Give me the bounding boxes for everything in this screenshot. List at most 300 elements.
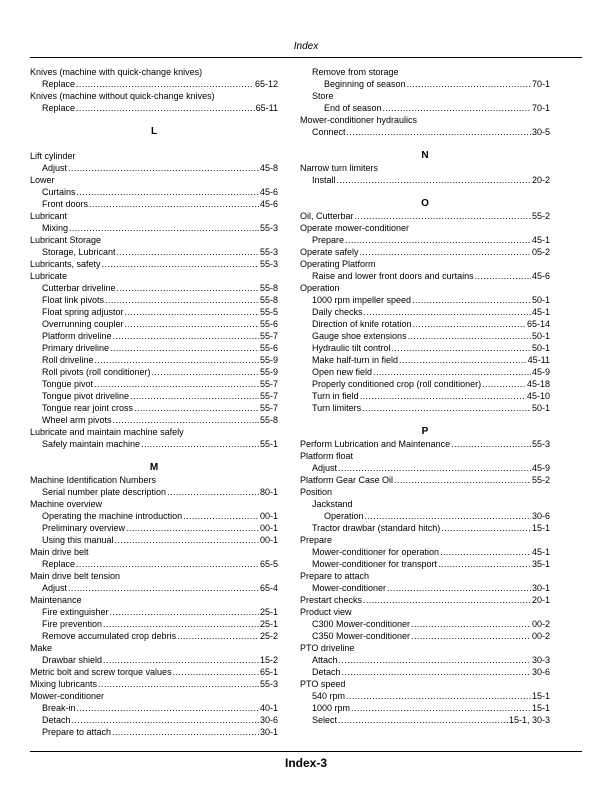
dot-leader [337, 174, 531, 186]
index-entry-label: Tractor drawbar (standard hitch) [312, 523, 441, 533]
dot-leader [451, 438, 531, 450]
index-entry-label: Connect [312, 127, 346, 137]
dot-leader [72, 714, 259, 726]
index-entry-page: 55-1 [259, 439, 278, 449]
index-entry [30, 390, 278, 402]
index-entry [30, 438, 278, 450]
index-heading: Lift cylinder [30, 151, 76, 161]
index-entry [300, 78, 550, 90]
dot-leader [113, 330, 259, 342]
index-column-right [300, 66, 550, 726]
dot-leader [362, 402, 531, 414]
index-entry-page: 55-3 [259, 679, 278, 689]
index-entry-label: Adjust [42, 583, 68, 593]
index-entry-label: Platform Gear Case Oil [300, 475, 394, 485]
index-entry-label: Drawbar shield [42, 655, 103, 665]
index-entry [30, 330, 278, 342]
index-heading: Main drive belt tension [30, 571, 121, 581]
index-entry-page: 55-6 [259, 319, 278, 329]
dot-leader [167, 486, 259, 498]
dot-leader [76, 102, 255, 114]
index-entry-label: Replace [42, 559, 76, 569]
index-entry-page: 30-6 [531, 511, 550, 521]
index-entry-label: Prepare [312, 235, 345, 245]
index-entry-label: End of season [324, 103, 382, 113]
spacer [30, 138, 278, 150]
index-entry-label: Remove accumulated crop debris [42, 631, 177, 641]
dot-leader [408, 330, 531, 342]
index-entry [30, 306, 278, 318]
index-entry-label: Make half-turn in field [312, 355, 399, 365]
index-entry-label: Operating the machine introduction [42, 511, 183, 521]
dot-leader [383, 102, 531, 114]
index-entry [300, 402, 550, 414]
index-heading: Narrow turn limiters [300, 163, 379, 173]
index-entry-page: 55-3 [259, 247, 278, 257]
dot-leader [342, 666, 531, 678]
dot-leader [76, 558, 259, 570]
index-entry [300, 318, 550, 330]
index-entry [30, 186, 278, 198]
index-entry [30, 402, 278, 414]
index-entry-page: 25-1 [259, 607, 278, 617]
index-heading: Lubricant Storage [30, 235, 102, 245]
index-entry-page: 70-1 [531, 103, 550, 113]
index-heading: Lower [30, 175, 55, 185]
index-heading: Position [300, 487, 333, 497]
index-entry-page: 45-1 [531, 547, 550, 557]
index-entry [300, 618, 550, 630]
index-heading: Remove from storage [312, 67, 399, 77]
index-entry [300, 558, 550, 570]
dot-leader [365, 510, 531, 522]
index-entry [30, 618, 278, 630]
index-entry-label: Mower-conditioner for operation [312, 547, 440, 557]
dot-leader [183, 510, 259, 522]
index-entry [30, 606, 278, 618]
index-entry-page: 15-1, 30-3 [508, 715, 550, 725]
index-entry-label: Beginning of season [324, 79, 406, 89]
index-entry-label: Gauge shoe extensions [312, 331, 407, 341]
index-entry [30, 558, 278, 570]
index-entry-page: 55-5 [259, 307, 278, 317]
index-heading: Machine overview [30, 499, 103, 509]
dot-leader [95, 354, 259, 366]
index-entry [300, 654, 550, 666]
dot-leader [130, 390, 259, 402]
index-entry-label: Open new field [312, 367, 373, 377]
dot-leader [103, 654, 259, 666]
index-entry [30, 294, 278, 306]
dot-leader [399, 354, 527, 366]
dot-leader [77, 186, 259, 198]
index-entry-label: Platform driveline [42, 331, 112, 341]
dot-leader [173, 666, 259, 678]
index-heading: Maintenance [30, 595, 82, 605]
index-entry [30, 354, 278, 366]
index-section-letter: L [150, 126, 158, 137]
index-entry [30, 378, 278, 390]
index-entry-page: 65-14 [526, 319, 550, 329]
index-entry-page: 55-7 [259, 379, 278, 389]
index-entry-page: 15-1 [531, 703, 550, 713]
dot-leader [110, 606, 259, 618]
index-entry [300, 690, 550, 702]
spacer [300, 186, 550, 198]
index-entry [300, 438, 550, 450]
index-entry [30, 102, 278, 114]
index-entry-label: Install [312, 175, 336, 185]
index-heading: Product view [300, 607, 352, 617]
index-entry [300, 594, 550, 606]
index-entry-page: 55-6 [259, 343, 278, 353]
index-entry [300, 246, 550, 258]
index-entry-label: Mixing [42, 223, 69, 233]
index-entry-page: 45-8 [259, 163, 278, 173]
index-entry-page: 25-2 [259, 631, 278, 641]
index-entry-label: Detach [42, 715, 71, 725]
index-entry-page: 50-1 [531, 403, 550, 413]
index-entry-page: 65-5 [259, 559, 278, 569]
index-entry [30, 414, 278, 426]
dot-leader [346, 690, 531, 702]
index-entry [30, 702, 278, 714]
index-heading: Prepare to attach [300, 571, 370, 581]
index-entry-page: 55-9 [259, 355, 278, 365]
dot-leader [355, 210, 531, 222]
index-heading: PTO speed [300, 679, 346, 689]
index-heading: Machine Identification Numbers [30, 475, 157, 485]
index-entry-page: 00-1 [259, 535, 278, 545]
index-entry-label: Wheel arm pivots [42, 415, 112, 425]
index-entry [30, 78, 278, 90]
index-entry [300, 378, 550, 390]
index-entry-page: 65-11 [255, 103, 278, 113]
index-entry-label: 1000 rpm impeller speed [312, 295, 412, 305]
dot-leader [102, 258, 259, 270]
index-entry-label: Turn in field [312, 391, 359, 401]
index-heading: Prepare [300, 535, 333, 545]
index-section-letter: N [421, 150, 429, 161]
index-entry [300, 330, 550, 342]
index-entry [30, 342, 278, 354]
dot-leader [68, 162, 259, 174]
index-entry-label: Tongue rear joint cross [42, 403, 134, 413]
index-entry-label: Safely maintain machine [42, 439, 141, 449]
index-entry-label: Overrunning coupler [42, 319, 124, 329]
index-entry [300, 354, 550, 366]
index-entry [300, 522, 550, 534]
index-entry-label: 540 rpm [312, 691, 346, 701]
spacer [30, 450, 278, 462]
dot-leader [77, 702, 259, 714]
index-entry-label: Properly conditioned crop (roll conditioner) [312, 379, 482, 389]
index-entry [300, 342, 550, 354]
index-entry-label: Detach [312, 667, 341, 677]
index-entry-label: Metric bolt and screw torque values [30, 667, 172, 677]
index-entry [30, 582, 278, 594]
index-entry-label: Replace [42, 79, 76, 89]
index-entry-label: Curtains [42, 187, 76, 197]
index-entry-label: Perform Lubrication and Maintenance [300, 439, 451, 449]
dot-leader [112, 726, 259, 738]
index-entry [300, 474, 550, 486]
index-entry-page: 80-1 [259, 487, 278, 497]
dot-leader [412, 294, 531, 306]
index-entry-label: Tongue pivot driveline [42, 391, 130, 401]
index-entry-page: 30-1 [531, 583, 550, 593]
dot-leader [360, 390, 526, 402]
dot-leader [345, 234, 531, 246]
index-heading: Platform float [300, 451, 354, 461]
index-entry-page: 45-10 [526, 391, 550, 401]
index-entry [30, 486, 278, 498]
index-entry [300, 582, 550, 594]
index-entry-label: Front doors [42, 199, 89, 209]
index-entry-label: Mower-conditioner for transport [312, 559, 438, 569]
index-entry-page: 05-2 [531, 247, 550, 257]
index-entry-label: Break-in [42, 703, 76, 713]
page-number: Index-3 [284, 756, 327, 770]
index-entry-label: Fire extinguisher [42, 607, 109, 617]
index-entry-page: 45-6 [259, 199, 278, 209]
dot-leader [411, 618, 531, 630]
index-heading: Main drive belt [30, 547, 89, 557]
index-heading: Lubricate [30, 271, 68, 281]
index-entry-label: Raise and lower front doors and curtains [312, 271, 474, 281]
index-entry [300, 294, 550, 306]
index-entry-label: Roll pivots (roll conditioner) [42, 367, 151, 377]
index-entry [300, 666, 550, 678]
index-heading: PTO driveline [300, 643, 355, 653]
index-entry-page: 55-8 [259, 295, 278, 305]
index-entry-label: Turn limiters [312, 403, 362, 413]
page-header-title: Index [293, 41, 319, 52]
index-entry-label: Cutterbar driveline [42, 283, 116, 293]
dot-leader [339, 654, 531, 666]
index-entry-page: 50-1 [531, 343, 550, 353]
index-entry-page: 45-6 [531, 271, 550, 281]
spacer [30, 114, 278, 126]
header-divider [30, 57, 582, 58]
index-entry-label: Float link pivots [42, 295, 105, 305]
index-entry-page: 55-8 [259, 283, 278, 293]
index-entry-page: 65-12 [254, 79, 278, 89]
index-heading: Knives (machine with quick-change knives) [30, 67, 203, 77]
index-entry-page: 65-1 [259, 667, 278, 677]
index-entry-label: Storage, Lubricant [42, 247, 116, 257]
index-entry-label: Oil, Cutterbar [300, 211, 354, 221]
index-entry-page: 25-1 [259, 619, 278, 629]
dot-leader [126, 522, 259, 534]
index-entry [300, 510, 550, 522]
index-entry [30, 726, 278, 738]
index-entry-page: 45-9 [531, 463, 550, 473]
index-entry-label: Adjust [42, 163, 68, 173]
index-entry-page: 40-1 [259, 703, 278, 713]
index-entry-page: 15-1 [531, 691, 550, 701]
index-entry [300, 630, 550, 642]
index-entry-label: Attach [312, 655, 338, 665]
index-entry [300, 210, 550, 222]
index-entry [300, 306, 550, 318]
index-entry-label: Hydraulic tilt control [312, 343, 391, 353]
index-entry [30, 282, 278, 294]
index-entry-label: Float spring adjustor [42, 307, 124, 317]
index-heading: Operating Platform [300, 259, 376, 269]
index-heading: Knives (machine without quick-change knives) [30, 91, 215, 101]
dot-leader [94, 378, 259, 390]
index-entry-page: 00-2 [531, 631, 550, 641]
dot-leader [394, 474, 531, 486]
index-section-letter: O [421, 198, 429, 209]
index-entry-page: 45-11 [527, 355, 550, 365]
dot-leader [113, 414, 259, 426]
index-entry [30, 222, 278, 234]
index-section-letter: M [149, 462, 159, 473]
index-entry [300, 366, 550, 378]
dot-leader [76, 78, 254, 90]
dot-leader [338, 714, 508, 726]
index-entry-label: Adjust [312, 463, 338, 473]
index-heading: Lubricant [30, 211, 68, 221]
dot-leader [360, 246, 531, 258]
spacer [300, 138, 550, 150]
index-entry-label: Select [312, 715, 338, 725]
index-heading: Lubricate and maintain machine safely [30, 427, 184, 437]
index-entry [30, 366, 278, 378]
dot-leader [98, 678, 259, 690]
dot-leader [105, 294, 259, 306]
index-entry-page: 55-7 [259, 403, 278, 413]
index-entry [30, 162, 278, 174]
index-entry [300, 234, 550, 246]
index-entry [30, 318, 278, 330]
dot-leader [482, 378, 526, 390]
index-entry-page: 35-1 [531, 559, 550, 569]
index-entry-label: Direction of knife rotation [312, 319, 412, 329]
index-entry-page: 55-2 [531, 211, 550, 221]
index-entry-page: 50-1 [531, 295, 550, 305]
index-entry-page: 20-1 [531, 595, 550, 605]
index-entry-label: 1000 rpm [312, 703, 351, 713]
index-entry-label: C350 Mower-conditioner [312, 631, 411, 641]
index-entry [30, 258, 278, 270]
index-entry-page: 50-1 [531, 331, 550, 341]
index-entry [300, 702, 550, 714]
index-entry-page: 15-2 [259, 655, 278, 665]
index-entry [300, 270, 550, 282]
dot-leader [351, 702, 531, 714]
index-entry-label: Primary driveline [42, 343, 110, 353]
index-entry-label: Using this manual [42, 535, 114, 545]
index-entry-page: 30-5 [531, 127, 550, 137]
index-entry-label: Tongue pivot [42, 379, 94, 389]
dot-leader [103, 618, 259, 630]
index-entry [30, 246, 278, 258]
dot-leader [411, 630, 531, 642]
index-entry-page: 00-2 [531, 619, 550, 629]
index-entry-page: 20-2 [531, 175, 550, 185]
index-heading: Make [30, 643, 53, 653]
index-entry [300, 126, 550, 138]
dot-leader [68, 582, 259, 594]
index-entry [300, 174, 550, 186]
index-entry-page: 15-1 [531, 523, 550, 533]
dot-leader [152, 366, 259, 378]
dot-leader [338, 462, 531, 474]
index-entry-page: 45-6 [259, 187, 278, 197]
dot-leader [125, 306, 259, 318]
index-entry-page: 65-4 [259, 583, 278, 593]
index-entry-label: Lubricants, safety [30, 259, 101, 269]
index-entry-label: Serial number plate description [42, 487, 167, 497]
index-entry-label: Prestart checks [300, 595, 363, 605]
index-entry [30, 714, 278, 726]
index-entry-label: Mixing lubricants [30, 679, 98, 689]
index-heading: Operation [300, 283, 340, 293]
index-entry-page: 30-6 [531, 667, 550, 677]
index-heading: Store [312, 91, 334, 101]
index-heading: Operate mower-conditioner [300, 223, 410, 233]
index-entry-label: Roll driveline [42, 355, 94, 365]
index-entry [300, 462, 550, 474]
dot-leader [69, 222, 259, 234]
index-heading: Mower-conditioner hydraulics [300, 115, 418, 125]
dot-leader [363, 594, 531, 606]
dot-leader [392, 342, 531, 354]
index-entry-page: 55-7 [259, 331, 278, 341]
index-entry-page: 30-6 [259, 715, 278, 725]
index-entry-page: 00-1 [259, 511, 278, 521]
index-entry [30, 522, 278, 534]
index-entry-page: 55-7 [259, 391, 278, 401]
index-entry [30, 534, 278, 546]
dot-leader [134, 402, 259, 414]
index-entry-label: Mower-conditioner [312, 583, 387, 593]
dot-leader [413, 318, 526, 330]
index-entry-page: 00-1 [259, 523, 278, 533]
index-entry [30, 630, 278, 642]
index-entry-label: C300 Mower-conditioner [312, 619, 411, 629]
index-entry-label: Replace [42, 103, 76, 113]
dot-leader [177, 630, 259, 642]
index-entry-page: 45-9 [531, 367, 550, 377]
index-entry [30, 654, 278, 666]
index-entry-label: Daily checks [312, 307, 363, 317]
dot-leader [115, 534, 259, 546]
index-heading: Jackstand [312, 499, 353, 509]
dot-leader [110, 342, 259, 354]
index-section-letter: P [421, 426, 429, 437]
index-entry [300, 546, 550, 558]
index-entry [300, 714, 550, 726]
index-entry-page: 55-3 [259, 223, 278, 233]
dot-leader [387, 582, 531, 594]
index-entry-page: 45-1 [531, 307, 550, 317]
dot-leader [141, 438, 259, 450]
index-heading: Mower-conditioner [30, 691, 105, 701]
index-entry-label: Operate safely [300, 247, 359, 257]
index-entry [30, 510, 278, 522]
index-entry-page: 45-1 [531, 235, 550, 245]
index-entry-page: 55-9 [259, 367, 278, 377]
index-entry [300, 102, 550, 114]
index-entry-label: Fire prevention [42, 619, 103, 629]
index-entry-page: 55-8 [259, 415, 278, 425]
footer-divider [30, 751, 582, 752]
dot-leader [347, 126, 531, 138]
